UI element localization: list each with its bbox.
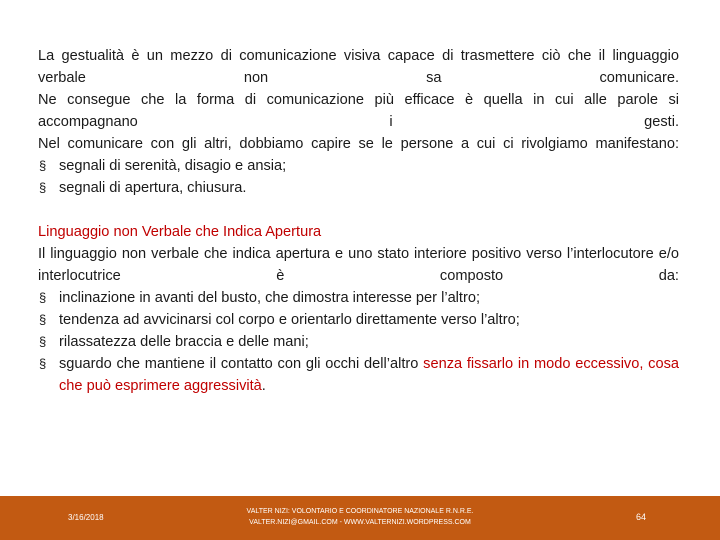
list-item-text: sguardo che mantiene il contatto con gli occhi dell’altro: [59, 356, 424, 372]
slide-body: [38, 45, 679, 397]
highlighted-text: senza fissarlo in modo eccessivo, cosa che può esprimere aggressività: [59, 356, 679, 394]
section-intro: Il linguaggio non verbale che indica apertura e uno stato interiore positivo verso l’interlocutore e/o interlocutrice è composto da:: [38, 246, 679, 284]
intro-paragraph-1: La gestualità è un mezzo di comunicazione visiva capace di trasmettere ciò che il linguaggio verbale non sa comunicare.: [38, 48, 679, 86]
list-item-text: segnali di apertura, chiusura.: [59, 180, 247, 196]
spacer: [38, 199, 679, 221]
list-item-end: .: [261, 378, 266, 394]
list-item: [38, 331, 679, 353]
bullet-icon: §: [39, 290, 47, 305]
footer-author-line-1: VALTER NIZI: VOLONTARIO E COORDINATORE NAZIONALE R.N.R.E.: [246, 508, 474, 515]
bullet-icon: §: [39, 180, 47, 195]
intro-paragraph-3: Nel comunicare con gli altri, dobbiamo capire se le persone a cui ci rivolgiamo manifestano:: [38, 136, 679, 152]
list-item-text: inclinazione in avanti del busto, che dimostra interesse per l’altro;: [59, 290, 481, 306]
list-item: [38, 353, 679, 397]
list-item: [38, 177, 679, 199]
list-item: [38, 155, 679, 177]
page-number: 64: [636, 512, 647, 522]
section-heading: Linguaggio non Verbale che Indica Apertura: [38, 224, 322, 240]
list-item-text: rilassatezza delle braccia e delle mani;: [59, 334, 309, 350]
intro-paragraph-2: Ne consegue che la forma di comunicazione più efficace è quella in cui alle parole si accompagnano i gesti.: [38, 92, 679, 130]
footer-date: 3/16/2018: [68, 513, 104, 522]
footer-author: [210, 506, 510, 528]
list-item: [38, 309, 679, 331]
list-item-text: segnali di serenità, disagio e ansia;: [59, 158, 287, 174]
bullet-icon: §: [39, 334, 47, 349]
bullet-icon: §: [39, 312, 47, 327]
intro-bullet-list: [38, 155, 679, 199]
section-bullet-list: [38, 287, 679, 397]
slide-footer: [0, 496, 720, 540]
list-item: [38, 287, 679, 309]
bullet-icon: §: [39, 356, 47, 371]
list-item-text: tendenza ad avvicinarsi col corpo e orientarlo direttamente verso l’altro;: [59, 312, 520, 328]
bullet-icon: §: [39, 158, 47, 173]
footer-author-line-2: VALTER.NIZI@GMAIL.COM - WWW.VALTERNIZI.WORDPRESS.COM: [249, 519, 471, 526]
